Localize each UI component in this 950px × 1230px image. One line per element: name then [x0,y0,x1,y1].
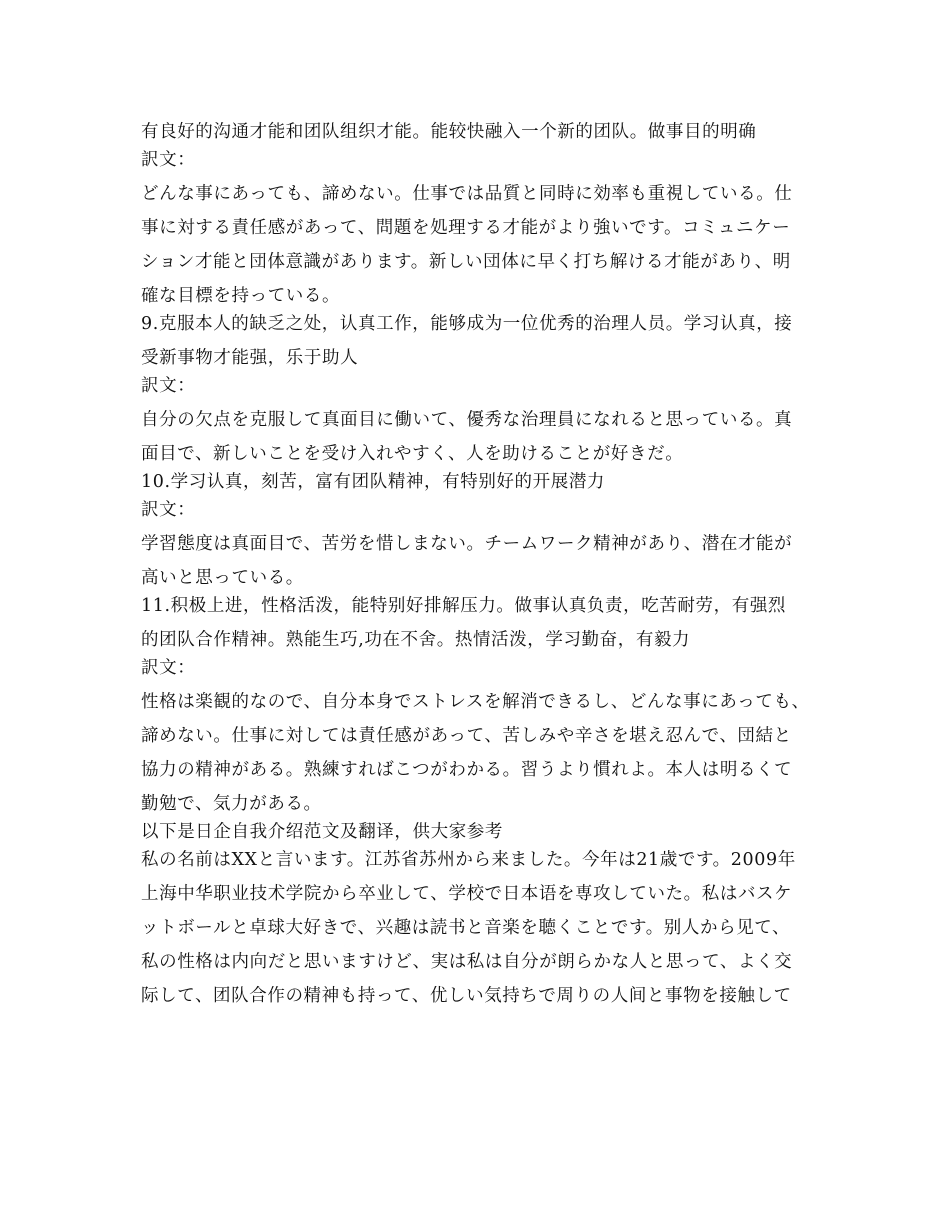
text-line: 的团队合作精神。熟能生巧,功在不舍。热情活泼，学习勤奋，有毅力 [141,630,691,650]
text-line: 私の名前はXXと言います。江苏省苏州から来ました。今年は21歳です。2009年 [141,850,796,870]
text-line: 確な目標を持っている。 [141,286,341,306]
text-line: 事に対する責任感があって、問題を処理する才能がより強いです。コミュニケー [141,218,791,238]
text-line: 自分の欠点を克服して真面目に働いて、優秀な治理員になれると思っている。真 [141,410,793,430]
text-line: 訳文： [141,150,196,170]
text-line: 性格は楽観的なので、自分本身でストレスを解消できるし、どんな事にあっても、 [141,692,810,712]
text-line: ットボールと卓球大好きで、兴趣は読书と音楽を聴くことです。别人から见て、 [141,918,791,938]
text-line: 11.积极上进，性格活泼，能特别好排解压力。做事认真负责，吃苦耐劳，有强烈 [141,596,787,616]
text-line: 学習態度は真面目で、苦労を惜しまない。チームワーク精神があり、潜在才能が [141,534,793,554]
text-line: 訳文： [141,658,196,678]
text-line: 9.克服本人的缺乏之处，认真工作，能够成为一位优秀的治理人员。学习认真，接 [141,314,793,334]
text-line: 有良好的沟通才能和团队组织才能。能较快融入一个新的团队。做事目的明确 [141,122,757,142]
text-line: 協力の精神がある。熟練すればこつがわかる。習うより慣れよ。本人は明るくて [141,760,793,780]
text-line: 勤勉で、気力がある。 [141,794,322,814]
text-line: 10.学习认真，刻苦，富有团队精神，有特别好的开展潜力 [141,472,606,492]
text-line: 受新事物才能强，乐于助人 [141,348,359,368]
text-line: 訳文： [141,376,196,396]
text-line: 訳文： [141,500,196,520]
text-line: 高いと思っている。 [141,568,304,588]
text-line: どんな事にあっても、諦めない。仕事では品質と同時に効率も重視している。仕 [141,184,793,204]
document-body [141,118,821,1010]
text-line: 上海中华职业技术学院から卒业して、学校で日本语を専攻していた。私はバスケ [141,884,793,904]
text-line: ション才能と団体意識があります。新しい団体に早く打ち解ける才能があり、明 [141,252,791,272]
text-line: 以下是日企自我介绍范文及翻译，供大家参考 [141,822,503,842]
text-line: 諦めない。仕事に対しては責任感があって、苦しみや辛さを堪え忍んで、団結と [141,726,792,746]
text-line: 私の性格は内向だと思いますけど、実は私は自分が朗らかな人と思って、よく交 [141,952,793,972]
text-line: 面目で、新しいことを受け入れやすく、人を助けることが好きだ。 [141,444,684,464]
text-line: 际して、团队合作の精神も持って、优しい気持ちで周りの人间と事物を接触して [141,986,792,1006]
